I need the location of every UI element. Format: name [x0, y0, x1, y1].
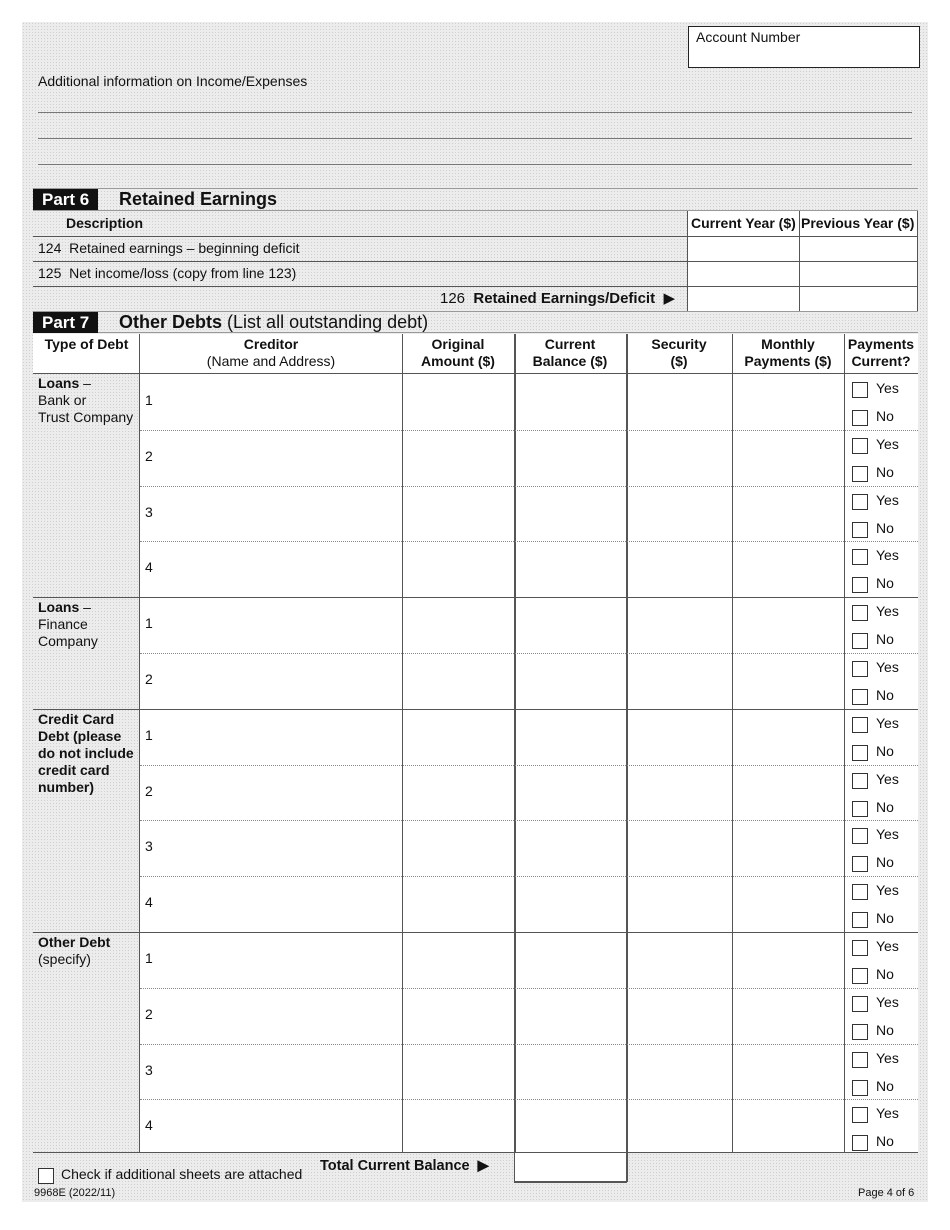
current-balance-input[interactable] [515, 654, 626, 708]
payments-current-yes-checkbox[interactable] [852, 996, 868, 1012]
monthly-payments-input[interactable] [733, 1045, 844, 1099]
line-125-current-year-input[interactable] [688, 262, 799, 286]
category-other-debt-sub1: (specify) [38, 951, 91, 967]
additional-info-line-2[interactable] [38, 138, 912, 139]
category-loans-finance-sub1: Finance [38, 616, 88, 632]
additional-sheets-label: Check if additional sheets are attached [61, 1166, 303, 1182]
col-original-amount [402, 336, 514, 370]
payments-current-yes-label: Yes [876, 659, 899, 675]
payments-current-no-checkbox[interactable] [852, 689, 868, 705]
debt-row-number: 2 [145, 1005, 153, 1022]
payments-current-yes-checkbox[interactable] [852, 773, 868, 789]
payments-current-no-checkbox[interactable] [852, 633, 868, 649]
col-security [626, 336, 732, 370]
line-125-number: 125 [38, 265, 62, 281]
security-input[interactable] [627, 654, 732, 708]
monthly-payments-input[interactable] [733, 487, 844, 541]
monthly-payments-input[interactable] [733, 654, 844, 708]
category-loans-bank-sub1: Bank or [38, 392, 87, 408]
security-input[interactable] [627, 431, 732, 485]
monthly-payments-input[interactable] [733, 710, 844, 764]
payments-current-no-label: No [876, 1021, 894, 1038]
creditor-input[interactable] [140, 877, 402, 931]
creditor-input[interactable] [140, 933, 402, 987]
payments-current-yes-checkbox[interactable] [852, 717, 868, 733]
creditor-input[interactable] [140, 375, 402, 429]
payments-current-yes-checkbox[interactable] [852, 884, 868, 900]
payments-current-yes-label: Yes [876, 993, 899, 1010]
debt-row-number: 1 [145, 392, 153, 408]
part7-title: Other Debts [119, 312, 223, 332]
category-loans-bank [38, 375, 138, 426]
debt-row-number: 3 [145, 838, 153, 855]
category-credit-card-line2: Debt (please [38, 728, 122, 744]
col-security-line2: ($) [670, 353, 688, 369]
col-payments-line1: Payments [847, 336, 915, 352]
col-creditor [140, 336, 402, 370]
account-number-field[interactable] [688, 26, 920, 68]
part6-previous-year-header: Previous Year ($) [801, 215, 915, 231]
payments-current-no-label: No [876, 463, 894, 480]
creditor-input[interactable] [140, 431, 402, 485]
payments-current-no-label: No [876, 966, 894, 982]
security-input[interactable] [627, 375, 732, 429]
debt-row-number: 2 [145, 782, 153, 799]
account-number-label: Account Number [696, 29, 801, 45]
creditor-input[interactable] [140, 710, 402, 764]
part6-current-year-header: Current Year ($) [691, 215, 796, 231]
payments-current-yes-label: Yes [876, 435, 899, 452]
monthly-payments-input[interactable] [733, 542, 844, 596]
col-creditor-title: Creditor [243, 336, 299, 352]
monthly-payments-input[interactable] [733, 821, 844, 875]
col-monthly-line2: Payments ($) [744, 353, 832, 369]
col-current-balance [514, 336, 626, 370]
category-loans-finance [38, 599, 138, 650]
line-126-previous-year-input[interactable] [800, 287, 917, 311]
part6-header [33, 188, 918, 211]
line-126-number: 126 [440, 290, 466, 307]
total-current-balance-label [320, 1158, 489, 1174]
security-input[interactable] [627, 933, 732, 987]
payments-current-no-label: No [876, 1077, 894, 1094]
col-creditor-sub: (Name and Address) [206, 353, 336, 369]
original-amount-input[interactable] [403, 375, 514, 429]
current-balance-input[interactable] [515, 710, 626, 764]
line-125-label: Net income/loss (copy from line 123) [69, 265, 297, 281]
original-amount-input[interactable] [403, 933, 514, 987]
monthly-payments-input[interactable] [733, 877, 844, 931]
current-balance-input[interactable] [515, 989, 626, 1043]
original-amount-input[interactable] [403, 766, 514, 820]
current-balance-input[interactable] [515, 431, 626, 485]
debt-row-number: 4 [145, 894, 153, 911]
payments-current-yes-checkbox[interactable] [852, 494, 868, 510]
page-number: Page 4 of 6 [858, 1187, 915, 1199]
payments-current-no-label: No [876, 519, 894, 536]
original-amount-input[interactable] [403, 821, 514, 875]
category-loans-bank-sub2: Trust Company [38, 409, 134, 425]
creditor-input[interactable] [140, 989, 402, 1043]
col-current-line2: Balance ($) [532, 353, 608, 369]
monthly-payments-input[interactable] [733, 375, 844, 429]
creditor-input[interactable] [140, 598, 402, 652]
monthly-payments-input[interactable] [733, 1100, 844, 1154]
col-payments-current [844, 336, 918, 370]
payments-current-no-checkbox[interactable] [852, 1135, 868, 1151]
payments-current-no-label: No [876, 687, 894, 703]
col-monthly-payments [732, 336, 844, 370]
security-input[interactable] [627, 598, 732, 652]
original-amount-input[interactable] [403, 487, 514, 541]
line-124-current-year-input[interactable] [688, 237, 799, 261]
debt-row-number: 3 [145, 503, 153, 520]
security-input[interactable] [627, 710, 732, 764]
creditor-input[interactable] [140, 487, 402, 541]
payments-current-yes-checkbox[interactable] [852, 382, 868, 398]
original-amount-input[interactable] [403, 710, 514, 764]
current-balance-input[interactable] [515, 487, 626, 541]
payments-current-no-checkbox[interactable] [852, 856, 868, 872]
line-124-number: 124 [38, 240, 62, 256]
security-input[interactable] [627, 1045, 732, 1099]
debt-row-number: 3 [145, 1061, 153, 1078]
payments-current-yes-label: Yes [876, 882, 899, 899]
monthly-payments-input[interactable] [733, 766, 844, 820]
debt-row-number: 1 [145, 726, 153, 743]
form-page [22, 22, 928, 1202]
payments-current-yes-checkbox[interactable] [852, 940, 868, 956]
original-amount-input[interactable] [403, 654, 514, 708]
part6-label: Part 6 [33, 189, 98, 210]
current-balance-input[interactable] [515, 877, 626, 931]
category-loans-bank-dash: – [79, 375, 91, 391]
col-payments-line2: Current? [851, 353, 911, 369]
security-input[interactable] [627, 766, 732, 820]
monthly-payments-input[interactable] [733, 598, 844, 652]
category-credit-card-line3: do not include [38, 745, 134, 761]
category-credit-card-line4: credit card [38, 762, 110, 778]
payments-current-yes-label: Yes [876, 547, 899, 564]
payments-current-no-label: No [876, 1133, 894, 1150]
col-original-line1: Original [431, 336, 485, 352]
payments-current-no-label: No [876, 631, 894, 648]
payments-current-no-checkbox[interactable] [852, 745, 868, 761]
additional-info-label: Additional information on Income/Expenses [38, 73, 308, 89]
payments-current-yes-checkbox[interactable] [852, 605, 868, 621]
payments-current-yes-label: Yes [876, 1049, 899, 1066]
col-original-line2: Amount ($) [421, 353, 495, 369]
line-125-row [38, 265, 296, 281]
current-balance-input[interactable] [515, 821, 626, 875]
col-security-line1: Security [651, 336, 707, 352]
payments-current-no-label: No [876, 798, 894, 815]
payments-current-yes-label: Yes [876, 938, 899, 954]
payments-current-no-checkbox[interactable] [852, 410, 868, 426]
line-126-arrow-icon: ▶ [663, 290, 675, 307]
category-loans-finance-sub2: Company [38, 633, 98, 649]
line-125-previous-year-input[interactable] [800, 262, 917, 286]
category-credit-card-line1: Credit Card [38, 711, 115, 727]
security-input[interactable] [627, 1100, 732, 1154]
payments-current-no-checkbox[interactable] [852, 801, 868, 817]
debt-row-number: 4 [145, 559, 153, 576]
payments-current-yes-label: Yes [876, 826, 899, 843]
col-type-of-debt: Type of Debt [44, 336, 129, 352]
payments-current-yes-checkbox[interactable] [852, 828, 868, 844]
category-credit-card-line5: number) [38, 779, 94, 795]
current-balance-input[interactable] [515, 1100, 626, 1154]
payments-current-no-label: No [876, 910, 894, 927]
original-amount-input[interactable] [403, 431, 514, 485]
creditor-input[interactable] [140, 821, 402, 875]
payments-current-no-label: No [876, 575, 894, 592]
payments-current-no-checkbox[interactable] [852, 522, 868, 538]
payments-current-no-checkbox[interactable] [852, 968, 868, 984]
security-input[interactable] [627, 821, 732, 875]
payments-current-no-checkbox[interactable] [852, 1024, 868, 1040]
original-amount-input[interactable] [403, 1045, 514, 1099]
total-arrow-icon: ▶ [477, 1158, 489, 1174]
payments-current-yes-checkbox[interactable] [852, 438, 868, 454]
payments-current-yes-checkbox[interactable] [852, 1052, 868, 1068]
payments-current-no-checkbox[interactable] [852, 466, 868, 482]
security-input[interactable] [627, 542, 732, 596]
payments-current-no-checkbox[interactable] [852, 1080, 868, 1096]
original-amount-input[interactable] [403, 989, 514, 1043]
current-balance-input[interactable] [515, 766, 626, 820]
debt-row-number: 1 [145, 615, 153, 632]
payments-current-no-label: No [876, 854, 894, 871]
payments-current-yes-label: Yes [876, 491, 899, 508]
original-amount-input[interactable] [403, 598, 514, 652]
current-balance-input[interactable] [515, 598, 626, 652]
category-loans-finance-dash: – [79, 599, 91, 615]
debt-row-number: 1 [145, 950, 153, 966]
debt-row-number: 2 [145, 671, 153, 687]
line-124-row [38, 240, 300, 256]
creditor-input[interactable] [140, 1100, 402, 1154]
security-input[interactable] [627, 989, 732, 1043]
payments-current-yes-checkbox[interactable] [852, 1107, 868, 1123]
additional-info-line-1[interactable] [38, 112, 912, 113]
line-124-label: Retained earnings – beginning deficit [69, 240, 300, 256]
creditor-input[interactable] [140, 766, 402, 820]
original-amount-input[interactable] [403, 542, 514, 596]
total-current-balance-input[interactable] [515, 1153, 626, 1181]
line-124-previous-year-input[interactable] [800, 237, 917, 261]
total-current-balance-text: Total Current Balance [320, 1158, 470, 1174]
line-126-row [440, 289, 675, 307]
current-balance-input[interactable] [515, 542, 626, 596]
category-credit-card [38, 711, 138, 796]
creditor-input[interactable] [140, 654, 402, 708]
category-loans-finance-title: Loans [38, 599, 80, 615]
payments-current-yes-label: Yes [876, 1105, 899, 1122]
payments-current-no-checkbox[interactable] [852, 577, 868, 593]
payments-current-yes-label: Yes [876, 714, 899, 731]
security-input[interactable] [627, 487, 732, 541]
payments-current-yes-label: Yes [876, 380, 899, 396]
current-balance-input[interactable] [515, 375, 626, 429]
payments-current-yes-checkbox[interactable] [852, 661, 868, 677]
current-balance-input[interactable] [515, 1045, 626, 1099]
part7-label: Part 7 [33, 312, 98, 333]
category-other-debt-title: Other Debt [38, 934, 111, 950]
debt-row-number: 4 [145, 1117, 153, 1134]
monthly-payments-input[interactable] [733, 431, 844, 485]
part6-description-header: Description [66, 215, 144, 231]
payments-current-yes-label: Yes [876, 603, 899, 620]
security-input[interactable] [627, 877, 732, 931]
line-126-label: Retained Earnings/Deficit [473, 290, 656, 307]
payments-current-no-label: No [876, 742, 894, 759]
col-current-line1: Current [544, 336, 596, 352]
payments-current-yes-label: Yes [876, 770, 899, 787]
creditor-input[interactable] [140, 1045, 402, 1099]
monthly-payments-input[interactable] [733, 933, 844, 987]
col-monthly-line1: Monthly [761, 336, 815, 352]
part7-title-wrap [119, 312, 428, 333]
creditor-input[interactable] [140, 542, 402, 596]
additional-sheets-checkbox[interactable] [38, 1168, 54, 1184]
original-amount-input[interactable] [403, 877, 514, 931]
payments-current-yes-checkbox[interactable] [852, 549, 868, 565]
part6-title: Retained Earnings [119, 189, 278, 209]
part7-subtitle: (List all outstanding debt) [227, 312, 429, 332]
current-balance-input[interactable] [515, 933, 626, 987]
form-id: 9968E (2022/11) [34, 1187, 116, 1199]
payments-current-no-checkbox[interactable] [852, 912, 868, 928]
original-amount-input[interactable] [403, 1100, 514, 1154]
category-loans-bank-title: Loans [38, 375, 80, 391]
line-126-current-year-input[interactable] [688, 287, 799, 311]
debt-row-number: 2 [145, 447, 153, 464]
category-other-debt [38, 934, 138, 968]
additional-info-line-3[interactable] [38, 164, 912, 165]
part7-header [33, 311, 918, 333]
monthly-payments-input[interactable] [733, 989, 844, 1043]
payments-current-no-label: No [876, 408, 894, 424]
